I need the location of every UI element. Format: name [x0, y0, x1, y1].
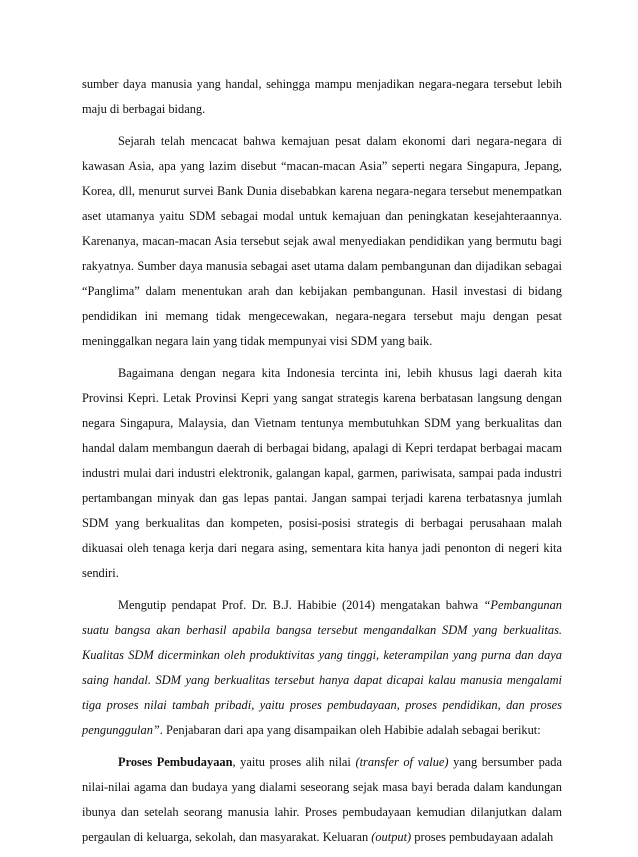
- document-page: [82, 72, 562, 857]
- p5-text-b: yang bersumber pada nilai-nilai agama dan budaya yang dialami seseorang sejak masa bayi berada dalam kandungan ibunya dan setelah seorang manusia lahir. Proses pembudayaan kemudian dilanjutkan dalam pergaulan di keluarga, sekolah, dan masyarakat. Keluaran: [82, 755, 562, 844]
- paragraph-4: [82, 593, 562, 743]
- term-transfer-of-value: (transfer of value): [355, 755, 449, 769]
- habibie-intro: Mengutip pendapat Prof. Dr. B.J. Habibie (2014) mengatakan bahwa: [118, 598, 484, 612]
- habibie-quote: “Pembangunan suatu bangsa akan berhasil apabila bangsa tersebut mengandalkan SDM yang berkualitas. Kualitas SDM dicerminkan oleh produktivitas yang tinggi, keterampilan yang purna dan daya saing handal. SDM yang berkualitas tersebut hanya dapat dicapai kalau manusia mengalami tiga proses nilai tambah pribadi, yaitu proses pembudayaan, proses pendidikan, dan proses pengunggulan”: [82, 598, 562, 737]
- p5-text-c: proses pembudayaan adalah: [411, 830, 554, 844]
- paragraph-5: [82, 750, 562, 850]
- p5-text-a: , yaitu proses alih nilai: [232, 755, 356, 769]
- term-output: (output): [371, 830, 412, 844]
- paragraph-2: Sejarah telah mencacat bahwa kemajuan pesat dalam ekonomi dari negara-negara di kawasan Asia, apa yang lazim disebut “macan-macan Asia” seperti negara Singapura, Jepang, Korea, dll, menurut survei Bank Dunia disebabkan karena negara-negara tersebut menempatkan aset utamanya yaitu SDM sebagai modal untuk kemajuan dan peningkatan kesejahteraannya. Karenanya, macan-macan Asia tersebut sejak awal menyediakan pendidikan yang bermutu bagi rakyatnya. Sumber daya manusia sebagai aset utama dalam pembangunan dan dijadikan sebagai “Panglima” dalam menentukan arah dan kebijakan pembangunan. Hasil investasi di bidang pendidikan ini memang tidak mengecewakan, negara-negara tersebut maju dengan pesat meninggalkan negara lain yang tidak mempunyai visi SDM yang baik.: [82, 134, 562, 348]
- paragraph-1: sumber daya manusia yang handal, sehingga mampu menjadikan negara-negara tersebut lebih maju di berbagai bidang.: [82, 77, 562, 116]
- paragraph-3: Bagaimana dengan negara kita Indonesia tercinta ini, lebih khusus lagi daerah kita Provinsi Kepri. Letak Provinsi Kepri yang sangat strategis karena berbatasan langsung dengan negara Singapura, Malaysia, dan Vietnam tentunya membutuhkan SDM yang berkualitas dan handal dalam membangun daerah di berbagai bidang, apalagi di Kepri terdapat berbagai macam industri mulai dari industri elektronik, galangan kapal, garmen, pariwisata, sampai pada industri pertambangan minyak dan gas lepas pantai. Jangan sampai terjadi karena terbatasnya jumlah SDM yang berkualitas dan kompeten, posisi-posisi strategis di berbagai perusahaan malah dikuasai oleh tenaga kerja dari negara asing, sementara kita hanya jadi penonton di negeri kita sendiri.: [82, 366, 562, 580]
- habibie-outro: . Penjabaran dari apa yang disampaikan oleh Habibie adalah sebagai berikut:: [159, 723, 541, 737]
- term-proses-pembudayaan: Proses Pembudayaan: [118, 755, 233, 769]
